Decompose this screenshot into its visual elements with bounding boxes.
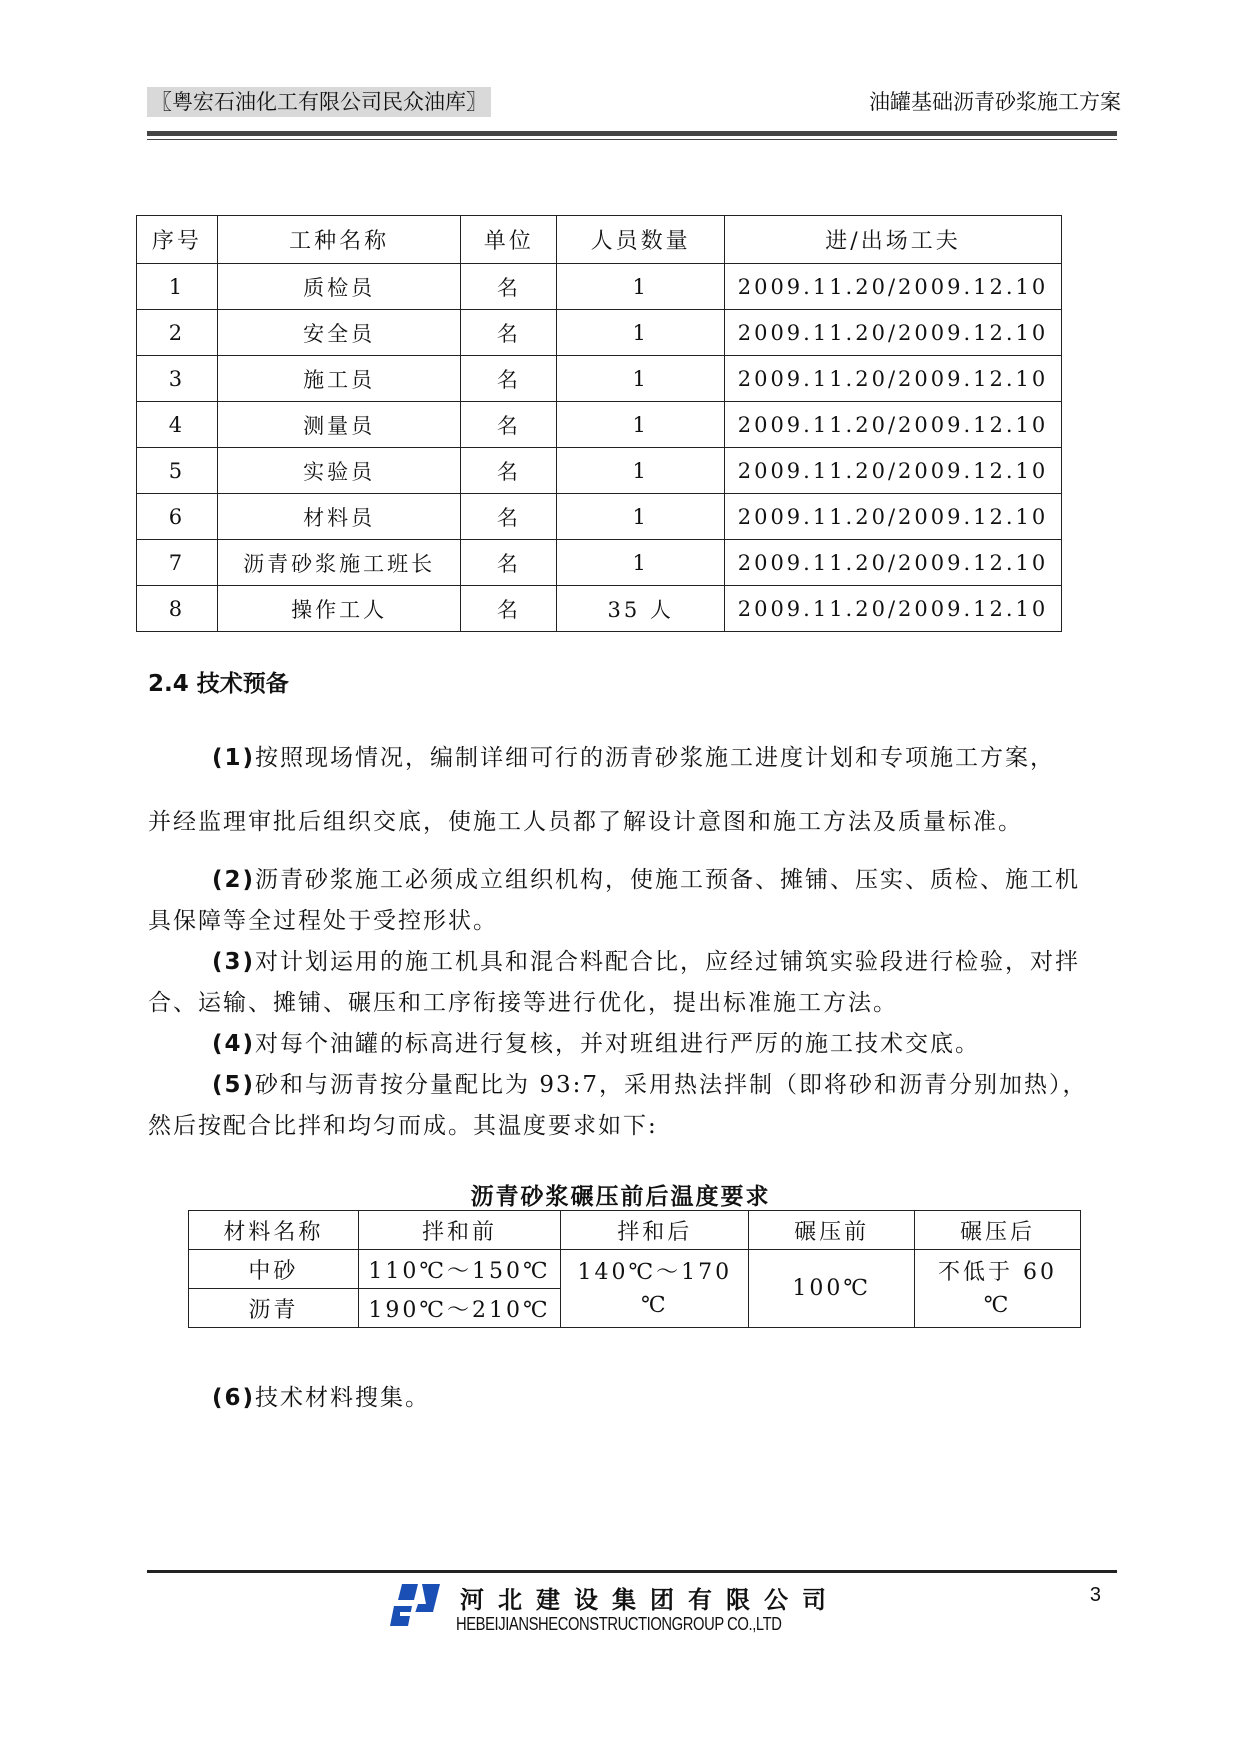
cell-after-mix — [561, 1250, 749, 1328]
cell-material: 沥青 — [189, 1289, 359, 1328]
table-header-row — [137, 216, 1062, 264]
cell-role: 材料员 — [217, 494, 461, 540]
paragraph-4 — [148, 1024, 1103, 1065]
item-number: (2) — [212, 867, 256, 893]
cell-unit: 名 — [461, 264, 557, 310]
cell-after-roll — [915, 1250, 1081, 1328]
cell-index: 3 — [137, 356, 218, 402]
cell-role: 沥青砂浆施工班长 — [217, 540, 461, 586]
cell-period: 2009.11.20/2009.12.10 — [725, 540, 1062, 586]
cell-unit: 名 — [461, 402, 557, 448]
cell-index: 8 — [137, 586, 218, 632]
paragraph-6 — [148, 1378, 1103, 1419]
temp-table-title: 沥青砂浆碾压前后温度要求 — [470, 1184, 771, 1210]
after-mix-value: 140℃～170 ℃ — [577, 1259, 733, 1318]
cell-period: 2009.11.20/2009.12.10 — [725, 402, 1062, 448]
cell-count: 35 人 — [557, 586, 725, 632]
paragraph-5 — [148, 1065, 1103, 1147]
cell-count: 1 — [557, 264, 725, 310]
cell-period: 2009.11.20/2009.12.10 — [725, 264, 1062, 310]
cell-role: 质检员 — [217, 264, 461, 310]
cell-before-mix: 190℃～210℃ — [358, 1289, 561, 1328]
cell-count: 1 — [557, 540, 725, 586]
header-cell: 碾压前 — [749, 1211, 915, 1250]
header-rule — [147, 131, 1117, 136]
paragraph-1 — [148, 738, 1103, 779]
footer-rule — [147, 1570, 1117, 1573]
cell-count: 1 — [557, 402, 725, 448]
after-roll-value: 不低于 60 ℃ — [938, 1259, 1058, 1318]
header-cell: 人员数量 — [557, 216, 725, 264]
table-row — [137, 356, 1062, 402]
footer-company-cn: 河北建设集团有限公司 — [460, 1586, 840, 1614]
item-number: (6) — [212, 1385, 256, 1411]
cell-period: 2009.11.20/2009.12.10 — [725, 586, 1062, 632]
cell-unit: 名 — [461, 448, 557, 494]
table-row — [137, 540, 1062, 586]
cell-index: 6 — [137, 494, 218, 540]
cell-unit: 名 — [461, 586, 557, 632]
cell-index: 5 — [137, 448, 218, 494]
table-row — [137, 494, 1062, 540]
header-doc-title: 油罐基础沥青砂浆施工方案 — [869, 90, 1121, 114]
cell-period: 2009.11.20/2009.12.10 — [725, 448, 1062, 494]
cell-role: 施工员 — [217, 356, 461, 402]
staff-table — [136, 215, 1062, 632]
footer-company-en: HEBEIJIANSHECONSTRUCTIONGROUP CO.,LTD — [456, 1614, 782, 1634]
cell-period: 2009.11.20/2009.12.10 — [725, 356, 1062, 402]
cell-period: 2009.11.20/2009.12.10 — [725, 494, 1062, 540]
header-cell: 拌和前 — [358, 1211, 561, 1250]
item-text-continued: 并经监理审批后组织交底，使施工人员都了解设计意图和施工方法及质量标准。 — [148, 809, 1023, 835]
cell-count: 1 — [557, 494, 725, 540]
cell-count: 1 — [557, 356, 725, 402]
table-header-row — [189, 1211, 1081, 1250]
item-number: (3) — [212, 949, 256, 975]
cell-unit: 名 — [461, 310, 557, 356]
item-text: 对每个油罐的标高进行复核，并对班组进行严厉的施工技术交底。 — [255, 1031, 981, 1057]
table-row — [137, 402, 1062, 448]
cell-period: 2009.11.20/2009.12.10 — [725, 310, 1062, 356]
cell-index: 4 — [137, 402, 218, 448]
cell-unit: 名 — [461, 494, 557, 540]
header-cell: 工种名称 — [217, 216, 461, 264]
item-text: 沥青砂浆施工必须成立组织机构，使施工预备、摊铺、压实、质检、施工机具保障等全过程处于受控形状。 — [148, 867, 1081, 934]
header-rule-thin — [147, 139, 1117, 140]
table-row — [137, 586, 1062, 632]
cell-count: 1 — [557, 310, 725, 356]
item-number: (4) — [212, 1031, 256, 1057]
header-cell: 材料名称 — [189, 1211, 359, 1250]
header-cell: 进/出场工夫 — [725, 216, 1062, 264]
paragraph-2 — [148, 860, 1103, 942]
item-text: 技术材料搜集。 — [255, 1385, 431, 1411]
cell-material: 中砂 — [189, 1250, 359, 1289]
cell-role: 测量员 — [217, 402, 461, 448]
cell-index: 1 — [137, 264, 218, 310]
header-cell: 序号 — [137, 216, 218, 264]
header-cell: 拌和后 — [561, 1211, 749, 1250]
cell-unit: 名 — [461, 540, 557, 586]
table-row — [137, 264, 1062, 310]
cell-role: 操作工人 — [217, 586, 461, 632]
item-text: 按照现场情况，编制详细可行的沥青砂浆施工进度计划和专项施工方案， — [255, 745, 1056, 771]
temp-table — [188, 1210, 1081, 1328]
paragraph-1-cont — [148, 802, 1103, 843]
page-number: 3 — [1089, 1584, 1101, 1606]
item-text: 对计划运用的施工机具和混合料配合比，应经过铺筑实验段进行检验，对拌合、运输、摊铺、碾压和工序衔接等进行优化，提出标准施工方法。 — [148, 949, 1081, 1016]
header-company: 〖粤宏石油化工有限公司民众油库〗 — [147, 87, 491, 117]
header-cell: 碾压后 — [915, 1211, 1081, 1250]
header-cell: 单位 — [461, 216, 557, 264]
section-title: 2.4 技术预备 — [148, 671, 289, 697]
cell-count: 1 — [557, 448, 725, 494]
cell-role: 实验员 — [217, 448, 461, 494]
cell-index: 7 — [137, 540, 218, 586]
cell-before-mix: 110℃～150℃ — [358, 1250, 561, 1289]
cell-unit: 名 — [461, 356, 557, 402]
cell-before-roll: 100℃ — [749, 1250, 915, 1328]
table-row — [137, 310, 1062, 356]
table-row — [189, 1250, 1081, 1289]
cell-role: 安全员 — [217, 310, 461, 356]
item-number: (1) — [212, 745, 256, 771]
table-row — [137, 448, 1062, 494]
cell-index: 2 — [137, 310, 218, 356]
company-logo-icon — [388, 1582, 442, 1628]
item-text: 砂和与沥青按分量配比为 93:7，采用热法拌制（即将砂和沥青分别加热），然后按配合比拌和均匀而成。其温度要求如下: — [148, 1072, 1088, 1139]
item-number: (5) — [212, 1072, 256, 1098]
paragraph-3 — [148, 942, 1103, 1024]
